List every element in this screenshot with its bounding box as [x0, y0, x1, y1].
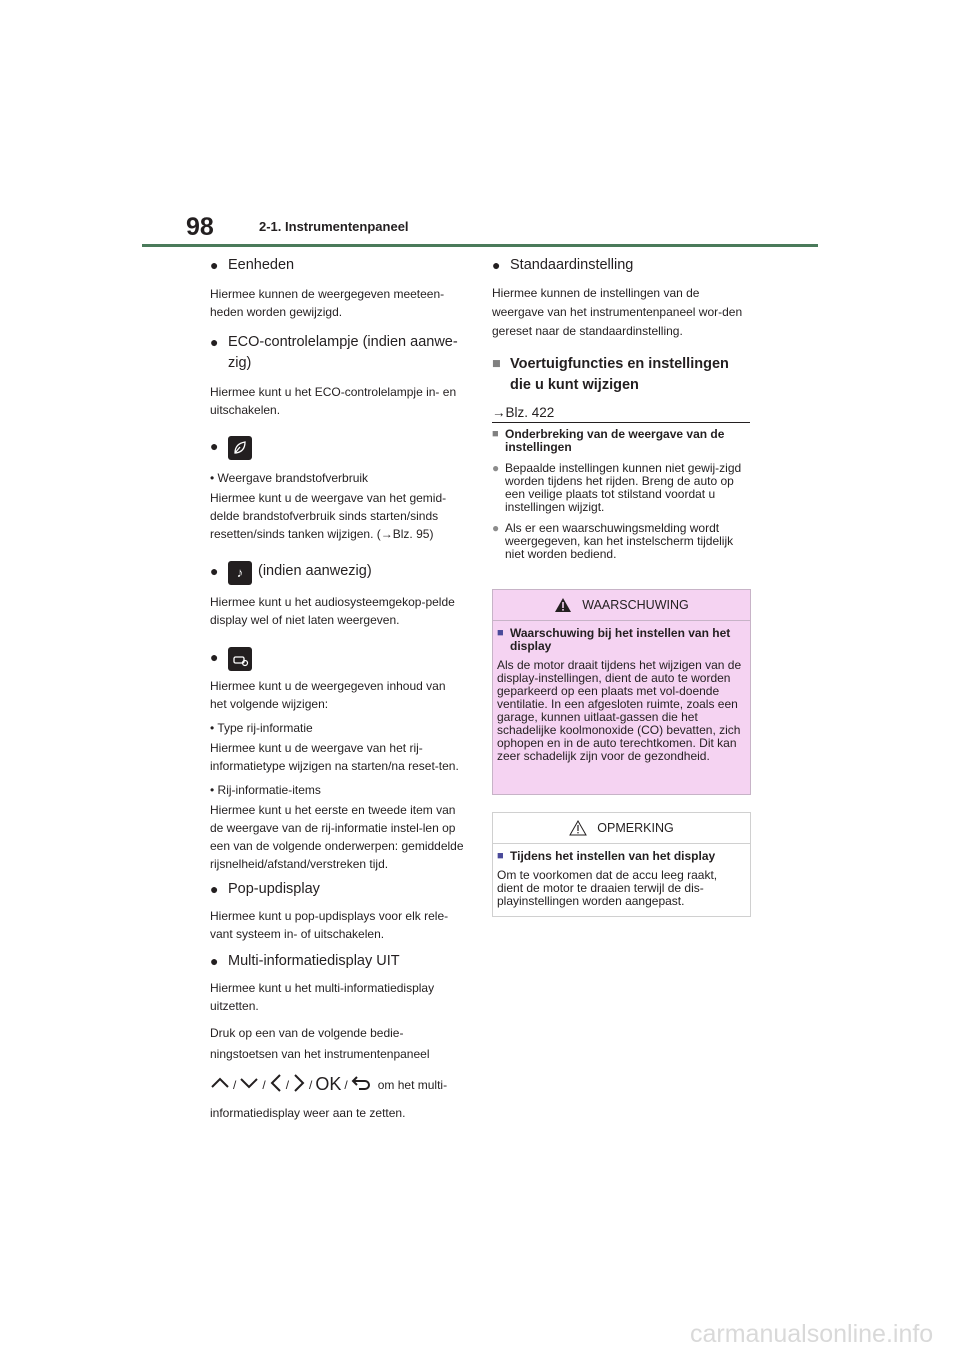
warning-triangle-icon [554, 597, 572, 613]
note-title: OPMERKING [597, 821, 674, 835]
header-rule [142, 244, 818, 247]
note-heading: ■ Tijdens het instellen van het display [497, 849, 716, 863]
car-sub1: • Type rij-informatie [210, 721, 313, 735]
bullet-icon: ● [210, 649, 219, 665]
warning-heading: ■ Waarschuwing bij het instellen van het display [497, 626, 731, 653]
caution-triangle-icon [569, 820, 587, 836]
eenheden-body: Hiermee kunnen de weergegeven meeteen-heden worden gewijzigd. [210, 287, 445, 319]
square-bullet-icon: ■ [492, 356, 501, 372]
chapter-title: 2-1. Instrumentenpaneel [259, 219, 409, 234]
note-header [493, 813, 750, 844]
popup-heading: ● Pop-updisplay [210, 879, 465, 900]
bullet-icon: ● [210, 438, 219, 454]
leaf-body: Hiermee kunt u de weergave van het gemid-delde brandstofverbruik sinds starten/sinds resetten/sinds tanken wijzigen. (→Blz. 95) [210, 491, 447, 541]
mid-heading: ● Multi-informatiedisplay UIT [210, 951, 465, 972]
ok-key: OK [315, 1074, 342, 1094]
music-note-icon: ♪ [228, 561, 252, 585]
car-heading [210, 647, 465, 671]
interrupt-heading: ■ Onderbreking van de weergave van de instellingen [492, 427, 725, 454]
watermark: carmanualsonline.info [690, 1320, 934, 1348]
chevron-left-icon [269, 1073, 283, 1096]
popup-body: Hiermee kunt u pop-updisplays voor elk rele-vant systeem in- of uitschakelen. [210, 909, 449, 941]
chevron-right-icon [292, 1073, 306, 1096]
std-body: Hiermee kunnen de instellingen van de weergave van het instrumentenpaneel wor-den gereset naar de standaardinstelling. [492, 286, 743, 338]
note-body: Om te voorkomen dat de accu leeg raakt, dient de motor te draaien terwijl de dis-playinstellingen worden aangepast. [497, 868, 718, 908]
chevron-down-icon [239, 1076, 259, 1093]
circle-bullet-icon: ● [492, 461, 500, 475]
interrupt-bullet-2: ● Als er een waarschuwingsmelding wordt weergegeven, kan het instelscherm tijdelijk niet worden bediend. [492, 521, 734, 561]
control-keys: / / / / OK / om het multi- [210, 1073, 465, 1096]
eco-body: Hiermee kunt u het ECO-controlelampje in- en uitschakelen. [210, 385, 457, 417]
bullet-icon: ● [210, 953, 219, 969]
warning-box [492, 589, 751, 795]
press-end: informatiedisplay weer aan te zetten. [210, 1106, 406, 1120]
leaf-sub: • Weergave brandstofverbruik [210, 471, 369, 485]
warning-title: WAARSCHUWING [582, 598, 689, 612]
bullet-icon: ● [210, 563, 219, 579]
square-bullet-icon: ■ [497, 850, 504, 862]
back-icon [351, 1075, 371, 1094]
square-bullet-icon: ■ [492, 428, 499, 440]
chevron-up-icon [210, 1076, 230, 1093]
eenheden-heading: ● Eenheden [210, 255, 465, 276]
press-body: Druk op een van de volgende bedie-ningstoetsen van het instrumentenpaneel [210, 1026, 430, 1061]
warning-body: Als de motor draait tijdens het wijzigen van de display-instellingen, dient de auto te worden geparkeerd op een plaats met vol-doende ventilatie. In een afgesloten ruimte, zoals een garage, kunnen uitlaat-gassen die het schadelijke koolmonoxide (CO) bevatten, zich ophopen en in de auto terechtkomen. Dit kan zeer schadelijk zijn voor de gezondheid. [497, 658, 742, 763]
mid-body: Hiermee kunt u het multi-informatiedisplay uitzetten. [210, 981, 435, 1013]
left-column [210, 255, 465, 1122]
leaf-icon [228, 436, 252, 460]
audio-heading: ● ♪ (indien aanwezig) [210, 561, 465, 585]
warning-header [493, 590, 750, 621]
page-number: 98 [186, 213, 214, 241]
note-box [492, 812, 751, 917]
car-settings-icon [228, 647, 252, 671]
func-ref: →Blz. 422 [492, 405, 555, 420]
square-bullet-icon: ■ [497, 627, 504, 639]
interrupt-section [492, 428, 750, 561]
eco-heading: ● ECO-controlelampje (indien aanwe- zig) [210, 332, 465, 374]
bullet-icon: ● [210, 257, 219, 273]
func-heading: ■ Voertuigfuncties en instellingen die u kunt wijzigen [492, 354, 750, 396]
car-sub2: • Rij-informatie-items [210, 783, 321, 797]
car-body: Hiermee kunt u de weergegeven inhoud van het volgende wijzigen: [210, 679, 446, 711]
bullet-icon: ● [210, 881, 219, 897]
interrupt-bullet-1: ● Bepaalde instellingen kunnen niet gewij-zigd worden tijdens het rijden. Breng de auto op een veilige plaats tot stilstand voordat u instellingen wijzigt. [492, 461, 742, 514]
car-sub1-body: Hiermee kunt u de weergave van het rij-informatietype wijzigen na starten/na reset-ten. [210, 741, 459, 773]
std-heading: ● Standaardinstelling [492, 255, 750, 276]
bullet-icon: ● [210, 334, 219, 350]
right-column [492, 255, 750, 422]
section-divider [492, 422, 750, 423]
leaf-heading [210, 436, 465, 460]
bullet-icon: ● [492, 257, 501, 273]
car-sub2-body: Hiermee kunt u het eerste en tweede item van de weergave van de rij-informatie instel-len op een van de volgende onderwerpen: gemiddelde rijsnelheid/afstand/verstreken tijd. [210, 803, 464, 871]
audio-body: Hiermee kunt u het audiosysteemgekop-pelde display wel of niet laten weergeven. [210, 595, 455, 627]
circle-bullet-icon: ● [492, 521, 500, 535]
